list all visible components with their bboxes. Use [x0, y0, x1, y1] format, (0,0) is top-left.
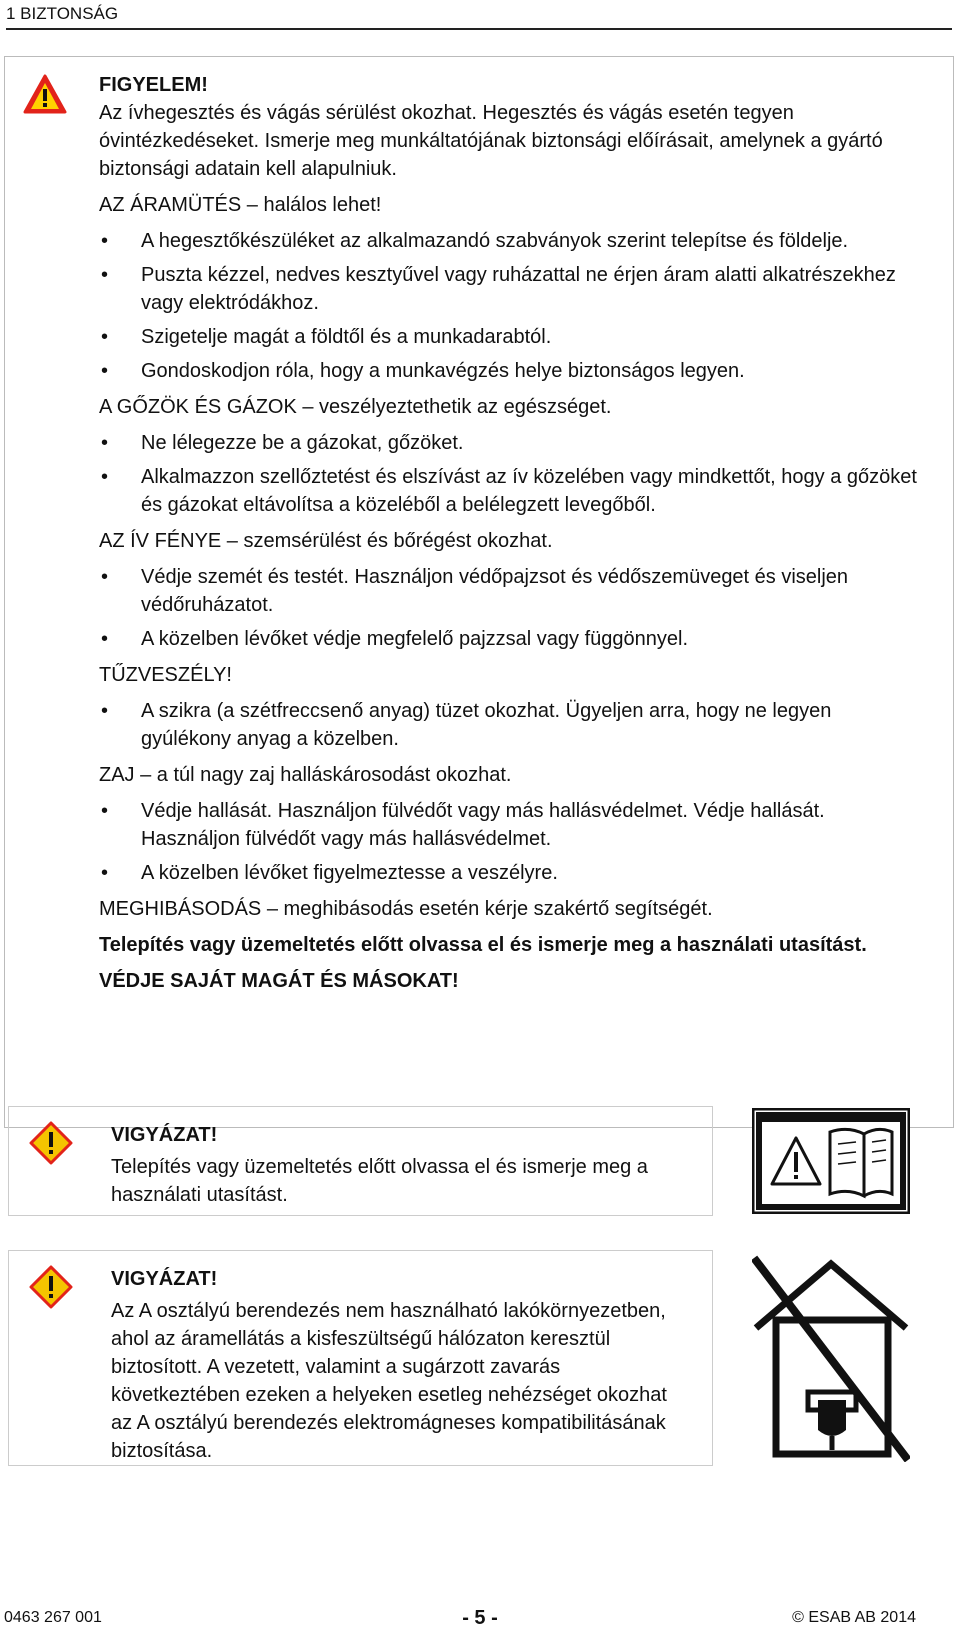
footer-doc-number: 0463 267 001 [4, 1609, 102, 1626]
caution-body: Az A osztályú berendezés nem használható lakókörnyezetben, ahol az áramellátás a kisfeszültségű hálózaton keresztül biztosított. A vezetett, valamint a sugárzott zavarás következtében ezeken a helyeken esetleg nehézséget okozhat az A osztályú berendezés elektromágneses kompatibilitásának biztosítása. [111, 1300, 667, 1462]
fumes-gases-list [99, 429, 919, 519]
caution-box-manual [8, 1106, 713, 1216]
list-item: • A közelben lévőket védje megfelelő pajzzsal vagy függönnyel. [99, 625, 919, 653]
section-fumes-gases: A GŐZÖK ÉS GÁZOK – veszélyeztethetik az egészséget. [99, 396, 612, 418]
read-manual-notice: Telepítés vagy üzemeltetés előtt olvassa el és ismerje meg a használati utasítást. [99, 934, 867, 956]
section-malfunction: MEGHIBÁSODÁS – meghibásodás esetén kérje szakértő segítségét. [99, 898, 713, 920]
section-fire-hazard: TŰZVESZÉLY! [99, 664, 232, 686]
read-manual-pictogram-icon [752, 1108, 910, 1214]
section-arc-rays: AZ ÍV FÉNYE – szemsérülést és bőrégést okozhat. [99, 530, 553, 552]
caution-title: VIGYÁZAT! [111, 1124, 218, 1146]
no-residential-use-pictogram-icon [752, 1250, 910, 1462]
warning-title: FIGYELEM! [99, 74, 208, 96]
page-header [6, 4, 952, 30]
section-noise: ZAJ – a túl nagy zaj halláskárosodást okozhat. [99, 764, 512, 786]
warning-content [99, 71, 919, 1003]
section-title: 1 BIZTONSÁG [6, 4, 119, 23]
fire-hazard-list [99, 697, 919, 753]
caution-diamond-icon [29, 1121, 73, 1165]
protect-yourself-notice: VÉDJE SAJÁT MAGÁT ÉS MÁSOKAT! [99, 970, 459, 992]
list-item: • A hegesztőkészüléket az alkalmazandó szabványok szerint telepítse és földelje. [99, 227, 919, 255]
list-item: • Gondoskodjon róla, hogy a munkavégzés helye biztonságos legyen. [99, 357, 919, 385]
caution-text-manual [111, 1121, 671, 1209]
warning-triangle-icon [23, 74, 67, 114]
list-item: • A közelben lévőket figyelmeztesse a veszélyre. [99, 859, 919, 887]
warning-intro: Az ívhegesztés és vágás sérülést okozhat. Hegesztés és vágás esetén tegyen óvintézkedéseket. Ismerje meg munkáltatójának biztonsági előírásait, amelynek a gyártó biztonsági adatain kell alapulniuk. [99, 102, 883, 180]
caution-body: Telepítés vagy üzemeltetés előtt olvassa el és ismerje meg a használati utasítást. [111, 1156, 648, 1206]
list-item: • Ne lélegezze be a gázokat, gőzöket. [99, 429, 919, 457]
footer-copyright: © ESAB AB 2014 [792, 1609, 916, 1626]
list-item: • A szikra (a szétfreccsenő anyag) tüzet okozhat. Ügyeljen arra, hogy ne legyen gyúlékony anyag a közelben. [99, 697, 919, 753]
list-item: • Védje szemét és testét. Használjon védőpajzsot és védőszemüveget és viseljen védőruházatot. [99, 563, 919, 619]
list-item: • Alkalmazzon szellőztetést és elszívást az ív közelében vagy mindkettőt, hogy a gőzöket és gázokat eltávolítsa a közeléből a belélegzett levegőből. [99, 463, 919, 519]
footer-page-number: - 5 - [462, 1607, 498, 1629]
electric-shock-list [99, 227, 919, 385]
caution-text-emc [111, 1265, 671, 1465]
section-electric-shock: AZ ÁRAMÜTÉS – halálos lehet! [99, 194, 382, 216]
caution-diamond-icon [29, 1265, 73, 1309]
caution-box-emc [8, 1250, 713, 1466]
list-item: • Puszta kézzel, nedves kesztyűvel vagy ruházattal ne érjen áram alatti alkatrészekhez vagy elektródákhoz. [99, 261, 919, 317]
warning-box [4, 56, 954, 1128]
caution-title: VIGYÁZAT! [111, 1268, 218, 1290]
list-item: • Szigetelje magát a földtől és a munkadarabtól. [99, 323, 919, 351]
list-item: • Védje hallását. Használjon fülvédőt vagy más hallásvédelmet. Védje hallását. Használjon fülvédőt vagy más hallásvédelmet. [99, 797, 919, 853]
noise-list [99, 797, 919, 887]
arc-rays-list [99, 563, 919, 653]
